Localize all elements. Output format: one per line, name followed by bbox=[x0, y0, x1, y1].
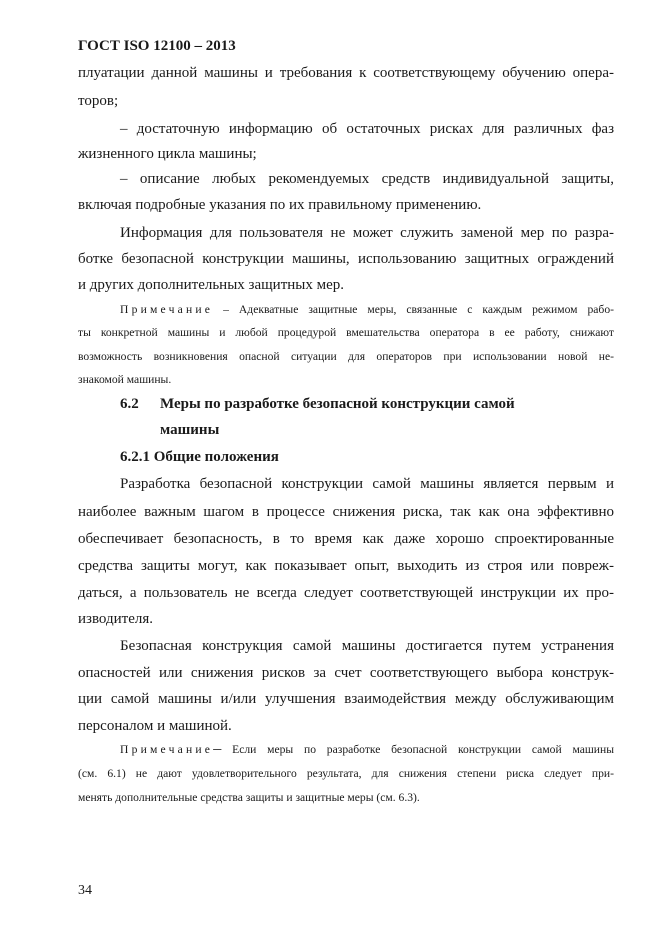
section-number: 6.2 bbox=[120, 396, 139, 412]
text-line: и других дополнительных защитных мер. bbox=[78, 277, 345, 293]
text-line: включая подробные указания по их правильному применению. bbox=[78, 197, 482, 213]
paragraph-line: Безопасная конструкция самой машины достигается путем устранения bbox=[120, 638, 614, 654]
list-item: – достаточную информацию об остаточных рисках для различных фаз bbox=[120, 121, 614, 137]
text-line: жизненного цикла машины; bbox=[78, 146, 257, 162]
text-line: ботке безопасной конструкции машины, использованию защитных ограждений bbox=[78, 251, 614, 267]
text-line: средства защиты могут, как показывает опыт, выходить из строя или повреж- bbox=[78, 558, 614, 574]
note-line: Примечание─ Если меры по разработке безопасной конструкции самой машины bbox=[120, 743, 614, 756]
section-title: Меры по разработке безопасной конструкции самой bbox=[160, 396, 515, 412]
text-line: персоналом и машиной. bbox=[78, 718, 232, 734]
list-item: – описание любых рекомендуемых средств индивидуальной защиты, bbox=[120, 171, 614, 187]
note-line: менять дополнительные средства защиты и защитные меры (см. 6.3). bbox=[78, 791, 420, 804]
note-line: Примечание – Адекватные защитные меры, связанные с каждым режимом рабо- bbox=[120, 303, 614, 316]
paragraph-line: Разработка безопасной конструкции самой машины является первым и bbox=[120, 476, 614, 492]
note-line: знакомой машины. bbox=[78, 373, 172, 386]
text-line: наиболее важным шагом в процессе снижения риска, так как она эффективно bbox=[78, 504, 614, 520]
text-line: обеспечивает безопасность, в то время как даже хорошо спроектированные bbox=[78, 531, 614, 547]
text-line: плуатации данной машины и требования к соответствующему обучению опера- bbox=[78, 65, 614, 81]
text-line: изводителя. bbox=[78, 611, 154, 627]
note-label: Примечание bbox=[120, 303, 214, 316]
text-line: ции самой машины и/или улучшения взаимодействия между обслуживающим bbox=[78, 691, 614, 707]
text-line: торов; bbox=[78, 93, 119, 109]
note-line: возможность возникновения опасной ситуации для операторов при использовании новой не- bbox=[78, 350, 614, 363]
note-line: (см. 6.1) не дают удовлетворительного результата, для снижения степени риска следует при- bbox=[78, 767, 614, 780]
subsection-title: 6.2.1 Общие положения bbox=[120, 449, 279, 465]
paragraph-line: Информация для пользователя не может служить заменой мер по разра- bbox=[120, 225, 614, 241]
section-title: машины bbox=[160, 422, 220, 438]
note-line: ты конкретной машины и любой процедурой вмешательства оператора в ее работу, снижают bbox=[78, 326, 614, 339]
page-number: 34 bbox=[78, 883, 92, 898]
text-line: даться, а пользователь не всегда следует соответствующей инструкции их про- bbox=[78, 585, 614, 601]
document-header: ГОСТ ISO 12100 – 2013 bbox=[78, 38, 236, 54]
text-line: опасностей или снижения рисков за счет соответствующего выбора конструк- bbox=[78, 665, 614, 681]
note-label: Примечание bbox=[120, 743, 214, 756]
